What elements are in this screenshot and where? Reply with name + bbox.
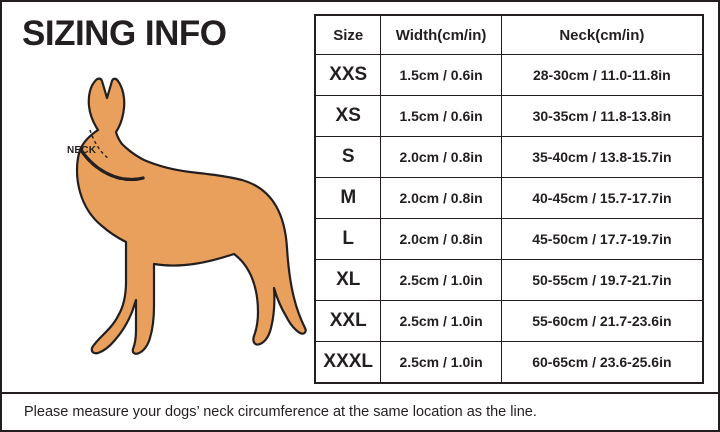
table-row (315, 259, 703, 300)
column-header-width: Width(cm/in) (381, 15, 501, 55)
table-header-row (315, 15, 703, 55)
cell-width: 1.5cm / 0.6in (381, 95, 501, 136)
table-row (315, 341, 703, 383)
cell-width: 2.0cm / 0.8in (381, 136, 501, 177)
cell-neck: 40-45cm / 15.7-17.7in (501, 177, 703, 218)
table-row (315, 95, 703, 136)
sizing-table (314, 14, 704, 384)
cell-size: L (315, 218, 381, 259)
cell-size: XXS (315, 55, 381, 96)
table-row (315, 300, 703, 341)
cell-width: 2.5cm / 1.0in (381, 341, 501, 383)
cell-width: 2.0cm / 0.8in (381, 177, 501, 218)
table-row (315, 136, 703, 177)
sizing-table-panel (314, 2, 718, 392)
cell-size: XS (315, 95, 381, 136)
measurement-note: Please measure your dogs’ neck circumference at the same location as the line. (24, 404, 537, 420)
illustration-panel (2, 2, 314, 392)
cell-width: 2.5cm / 1.0in (381, 259, 501, 300)
table-body (315, 55, 703, 384)
table-row (315, 218, 703, 259)
card-content (2, 2, 718, 430)
cell-size: XXL (315, 300, 381, 341)
cell-size: S (315, 136, 381, 177)
dog-silhouette-icon (18, 68, 308, 358)
cell-width: 2.0cm / 0.8in (381, 218, 501, 259)
table-header (315, 15, 703, 55)
table-row (315, 55, 703, 96)
column-header-size: Size (315, 15, 381, 55)
column-header-neck: Neck(cm/in) (501, 15, 703, 55)
cell-size: XL (315, 259, 381, 300)
upper-section (2, 2, 718, 392)
cell-neck: 45-50cm / 17.7-19.7in (501, 218, 703, 259)
dog-illustration (18, 68, 308, 358)
cell-size: M (315, 177, 381, 218)
cell-width: 2.5cm / 1.0in (381, 300, 501, 341)
footer-note-bar (2, 392, 718, 430)
page-title: SIZING INFO (22, 14, 227, 53)
cell-neck: 55-60cm / 21.7-23.6in (501, 300, 703, 341)
cell-neck: 30-35cm / 11.8-13.8in (501, 95, 703, 136)
cell-width: 1.5cm / 0.6in (381, 55, 501, 96)
cell-size: XXXL (315, 341, 381, 383)
cell-neck: 60-65cm / 23.6-25.6in (501, 341, 703, 383)
neck-annotation-label: NECK (67, 145, 97, 156)
table-row (315, 177, 703, 218)
cell-neck: 28-30cm / 11.0-11.8in (501, 55, 703, 96)
cell-neck: 50-55cm / 19.7-21.7in (501, 259, 703, 300)
cell-neck: 35-40cm / 13.8-15.7in (501, 136, 703, 177)
